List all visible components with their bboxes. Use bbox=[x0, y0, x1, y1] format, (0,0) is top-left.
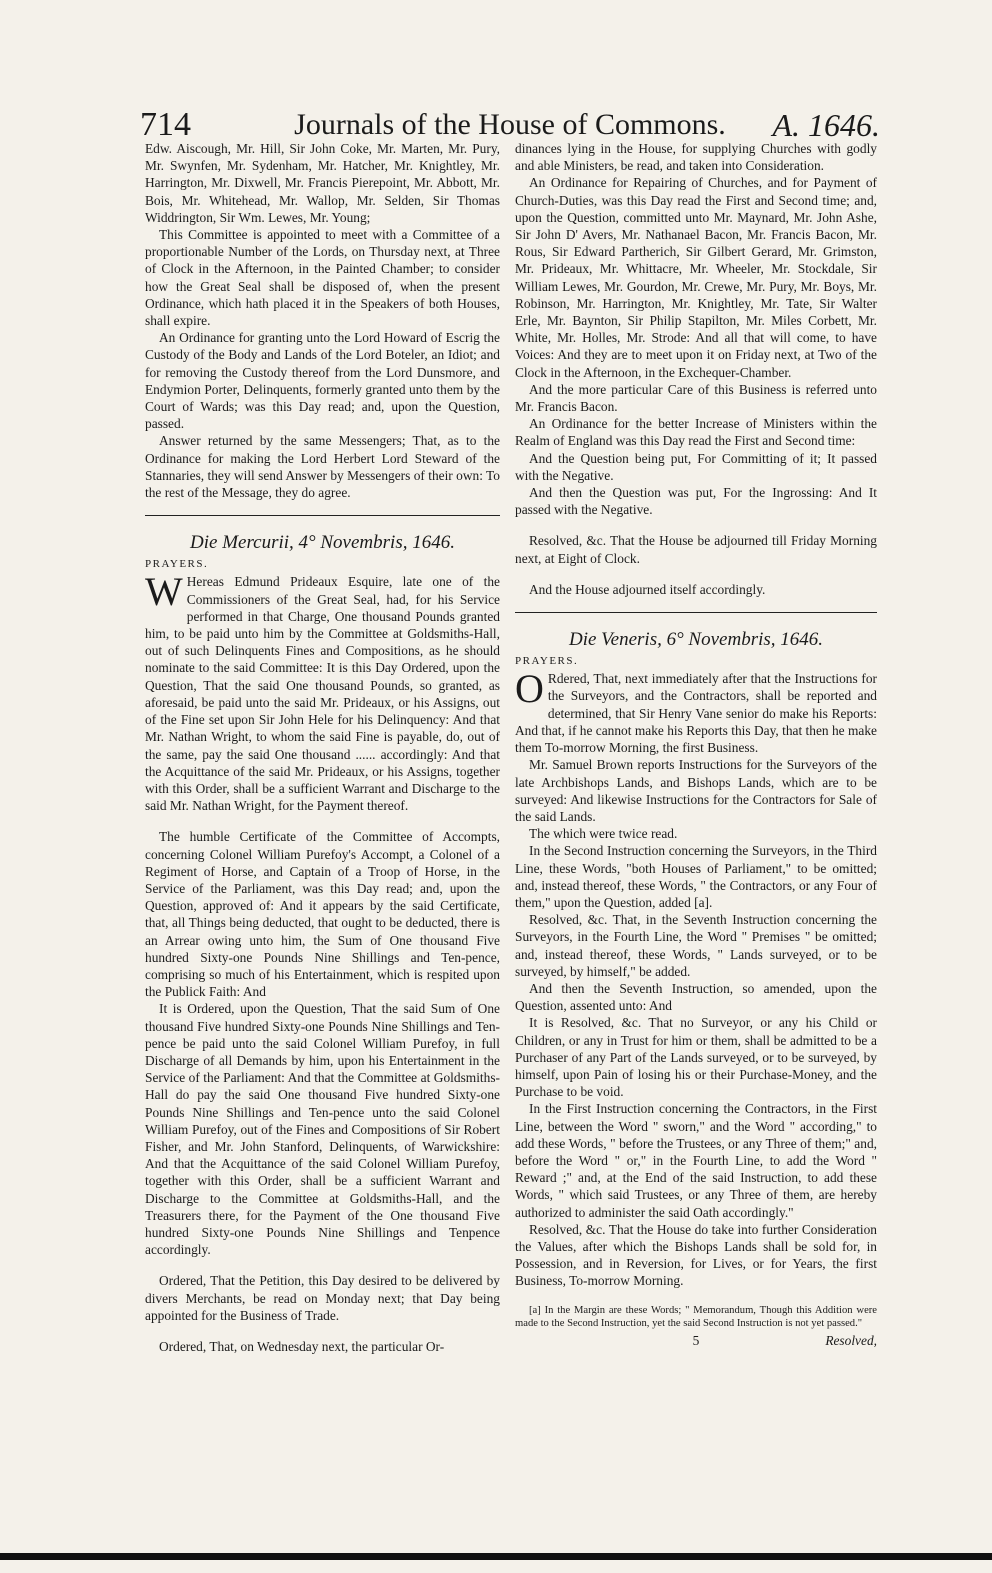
second-instruction-paragraph: In the Second Instruction concerning the Surveyors, in the Third Line, these Words, "both Houses of Parliament," to be omitted; and, instead thereof, these Words, " the Contractors, or any Four of them," upon the Question, added [a]. bbox=[515, 843, 877, 910]
section-divider bbox=[515, 612, 877, 613]
prayers-label: PRAYERS. bbox=[515, 655, 579, 668]
seventh-amended-paragraph: And then the Seventh Instruction, so amended, upon the Question, assented unto: And bbox=[515, 980, 877, 1014]
date-heading-wednesday: Die Mercurii, 4° Novembris, 1646. bbox=[190, 532, 455, 554]
care-referred-paragraph: And the more particular Care of this Business is referred unto Mr. Francis Bacon. bbox=[515, 381, 877, 415]
increase-ministers-paragraph: An Ordinance for the better Increase of Ministers within the Realm of England was this Day read the First and Second time: bbox=[515, 416, 877, 449]
signature-mark: 5 bbox=[692, 1332, 700, 1348]
page-number: 714 bbox=[140, 106, 191, 143]
wednesday-order-paragraph: Ordered, That, on Wednesday next, the particular Or- bbox=[159, 1339, 445, 1354]
ordered-reports-text: Rdered, That, next immediately after that the Instructions for the Surveyors, and the Contractors, shall be reported and determined, that Sir Henry Vane senior do make his Reports: And that, if he cannot make his Reports this Day, that then he make them To-morrow Morning, the first Business. bbox=[515, 671, 877, 756]
prideaux-order-text: Hereas Edmund Prideaux Esquire, late one of the Commissioners of the Great Seal, had, for his Service performed in that Charge, One thousand Pounds granted him, to be paid unto him by the Committee at Goldsmiths-Hall, out of such Delinquents Fines and Compositions, as he should nominate to the said Committee: It is this Day Ordered, upon the Question, That the said One thousand Pounds, so granted, as aforesaid, be paid unto the said Mr. Prideaux, or his Assigns, out of the Fine set upon Sir John Hele for his Delinquency: And that Mr. Nathan Wright, to whom the said Fine is payable, do, out of the same, pay the said One thousand ...... accordingly: And that the Acquittance of the said Mr. Prideaux, or his Assigns, together with this Order, shall be a sufficient Warrant and Discharge to the said Mr. Nathan Wright, for the Payment thereof. bbox=[145, 574, 500, 814]
drop-cap: O bbox=[515, 666, 544, 712]
journal-title: Journals of the House of Commons. bbox=[294, 108, 726, 141]
seventh-instruction-paragraph: Resolved, &c. That, in the Seventh Instruction concerning the Surveyors, in the Fourth Line, the Word " Premises " be omitted; and, instead thereof, these Words, " Lands surveyed, or to be surveyed, by himself," be added. bbox=[515, 912, 877, 979]
twice-read-paragraph: The which were twice read. bbox=[529, 826, 678, 842]
repairing-churches-paragraph: An Ordinance for Repairing of Churches, and for Payment of Church-Duties, was this Day read the First and Second time; and, upon the Question, committed unto Mr. Maynard, Mr. John Ashe, Sir John D' Avers, Mr. Nathanael Bacon, Mr. Francis Bacon, Mr. Rous, Sir Edward Partherich, Sir Gilbert Gerard, Mr. Grimston, Mr. Prideaux, Mr. Whittacre, Mr. Wheeler, Mr. Stockdale, Sir William Lewes, Mr. Gourdon, Mr. Crewe, Mr. Pury, Mr. Boys, Mr. Robinson, Mr. Harrington, Mr. Knightley, Mr. Tate, Sir Walter Erle, Mr. Baynton, Sir Philip Stapilton, Mr. Miles Corbett, Mr. White, Mr. Holles, Mr. Strode: And all that will come, to have Voices: And they are to meet upon it on Friday next, at Two of the Clock in the Afternoon, in the Exchequer-Chamber. bbox=[515, 175, 877, 380]
ordinance-howard-paragraph: An Ordinance for granting unto the Lord Howard of Escrig the Custody of the Body and Lands of the Lord Boteler, an Idiot; and for removing the Custody thereof from the Lord Dunsmore, and Endymion Porter, Delinquents, formerly granted unto them by the Court of Wards; was this Day read; and, upon the Question, passed. bbox=[145, 330, 500, 432]
adjourned-resolution-paragraph: Resolved, &c. That the House be adjourned till Friday Morning next, at Eight of Clock. bbox=[515, 533, 877, 566]
committee-members-paragraph: Edw. Aiscough, Mr. Hill, Sir John Coke, Mr. Marten, Mr. Pury, Mr. Swynfen, Mr. Sydenham, Mr. Hatcher, Mr. Knightley, Mr. Harrington, Mr. Dixwell, Mr. Francis Pierepoint, Mr. Abbott, Mr. Bois, Mr. Whitehead, Mr. Wallop, Mr. Selden, Sir Thomas Widdrington, Sir Wm. Lewes, Mr. Young; bbox=[145, 141, 500, 225]
footnote: [a] In the Margin are these Words; " Memorandum, Though this Addition were made to the Second Instruction, yet the said Second Instruction is not yet passed." bbox=[515, 1304, 877, 1329]
right-column bbox=[515, 140, 877, 1349]
purefoy-order-paragraph: It is Ordered, upon the Question, That the said Sum of One thousand Five hundred Sixty-one Pounds Nine Shillings and Ten-pence be paid unto the said Colonel William Purefoy, in full Discharge of all Demands by him, upon his Entertainment in the Service of the Parliament: And that the Committee at Goldsmiths-Hall do pay the said One thousand Five hundred Sixty-one Pounds Nine Shillings and Ten-pence unto the said Colonel William Purefoy, out of the Fines and Compositions of Sir Robert Fisher, and Mr. John Stanford, Delinquents, of Warwickshire: And that the Acquittance of the said Colonel William Purefoy, together with this Order, shall be a sufficient Warrant and Discharge to the Committee at Goldsmiths-Hall, and the Treasurers there, for the Payment of the One thousand Five hundred Sixty-one Pounds Nine Shillings and Tenpence accordingly. bbox=[145, 1001, 500, 1258]
ministers-continuation-paragraph: dinances lying in the House, for supplying Churches with godly and able Ministers, be read, and taken into Consideration. bbox=[515, 141, 877, 174]
purefoy-certificate-paragraph: The humble Certificate of the Committee of Accompts, concerning Colonel William Purefoy's Accompt, a Colonel of a Regiment of Horse, and Captain of a Troop of Horse, in the Service of the Parliament, was this Day read; and, upon the Question, approved of: And it appears by the said Certificate, that, all Things being deducted, that ought to be deducted, there is an Arrear owing unto him, the Sum of One thousand Five hundred Sixty-one Pounds Nine Shillings and Ten-pence, comprising so much of his Entertainment, which is respited upon the Publick Faith: And bbox=[145, 829, 500, 1000]
prideaux-order-paragraph bbox=[145, 569, 500, 814]
committee-meeting-paragraph: This Committee is appointed to meet with a Committee of a proportionable Number of the Lords, on Thursday next, at Three of Clock in the Afternoon, in the Painted Chamber; to consider how the Great Seal shall be disposed of, when the present Ordinance, which hath placed it in the Speakers of both Houses, shall expire. bbox=[145, 227, 500, 329]
house-adjourned-paragraph: And the House adjourned itself accordingly. bbox=[529, 581, 766, 597]
first-instruction-paragraph: In the First Instruction concerning the Contractors, in the First Line, between the Word " sworn," and the Word " according," to add these Words, " before the Trustees, or any Three of them;" and, before the Word " or," in the Fourth Line, to add the Word " Reward ;" and, at the End of the said Instruction, to add these Words, " which said Trustees, or any Three of them, are hereby authorized to administer the said Oath accordingly." bbox=[515, 1101, 877, 1220]
date-heading-friday: Die Veneris, 6° Novembris, 1646. bbox=[568, 629, 824, 651]
prayers-label: PRAYERS. bbox=[145, 558, 209, 571]
answer-returned-paragraph: Answer returned by the same Messengers; That, as to the Ordinance for making the Lord Herbert Lord Steward of the Stannaries, they will send Answer by Messengers of their own: To the rest of the Message, they do agree. bbox=[145, 433, 500, 501]
section-divider bbox=[145, 515, 500, 516]
brown-reports-paragraph: Mr. Samuel Brown reports Instructions for the Surveyors of the late Archbishops Lands, and Bishops Lands, which are to be surveyed: And likewise Instructions for the Contractors for Sale of the said Lands. bbox=[515, 757, 877, 824]
left-column bbox=[145, 140, 500, 1355]
catchword: Resolved, bbox=[825, 1332, 877, 1348]
ordered-reports-paragraph bbox=[515, 666, 877, 756]
scan-edge-bar bbox=[0, 1553, 992, 1560]
question-ingrossing-paragraph: And then the Question was put, For the Ingrossing: And It passed with the Negative. bbox=[515, 485, 877, 518]
no-surveyor-paragraph: It is Resolved, &c. That no Surveyor, or any his Child or Children, or any in Trust for him or them, shall be admitted to be a Purchaser of any Part of the Lands surveyed, or to be surveyed, by himself, upon Pain of losing his or their Purchase-Money, and the Purchase to be void. bbox=[515, 1015, 877, 1100]
merchants-petition-paragraph: Ordered, That the Petition, this Day desired to be delivered by divers Merchants, be read on Monday next; that Day being appointed for the Business of Trade. bbox=[145, 1273, 500, 1323]
header-year: A. 1646. bbox=[772, 107, 880, 143]
drop-cap: W bbox=[145, 569, 183, 615]
question-committing-paragraph: And the Question being put, For Committing of it; It passed with the Negative. bbox=[515, 450, 877, 483]
bishops-lands-paragraph: Resolved, &c. That the House do take into further Consideration the Values, after which the Bishops Lands shall be sold for, in Possession, and in Reversion, for Lives, or for Years, the first Business, To-morrow Morning. bbox=[515, 1221, 877, 1289]
